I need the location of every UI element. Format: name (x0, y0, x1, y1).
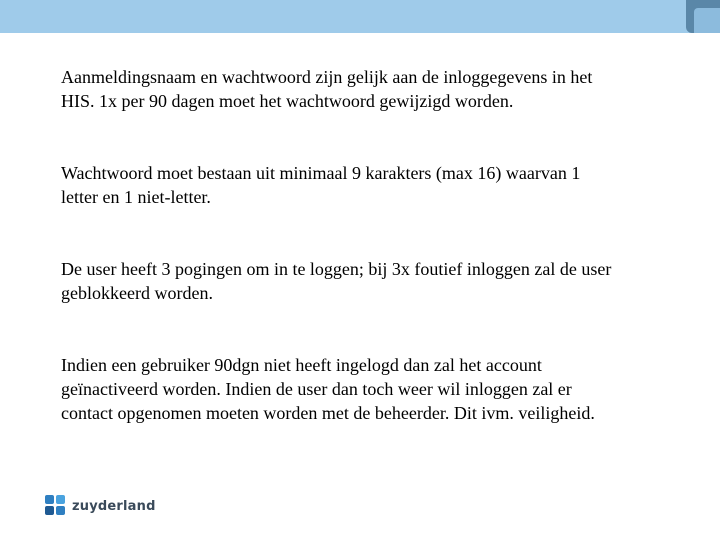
header-band (0, 0, 720, 33)
paragraph-inactivation: Indien een gebruiker 90dgn niet heeft ingelogd dan zal het account geïnactiveerd worden. Indien de user dan toch weer wil inloggen zal er contact opgenomen moeten worden met de beheerder. Dit ivm. veiligheid. (61, 355, 595, 423)
paragraph-credentials: Aanmeldingsnaam en wachtwoord zijn gelijk aan de inloggegevens in het HIS. 1x per 90 dagen moet het wachtwoord gewijzigd worden. (61, 67, 593, 111)
corner-tab-decoration (686, 0, 720, 33)
paragraph-password-rules: Wachtwoord moet bestaan uit minimaal 9 karakters (max 16) waarvan 1 letter en 1 niet-letter. (61, 163, 581, 207)
logo-text: zuyderland (72, 498, 156, 514)
zuyderland-logo (45, 494, 156, 518)
paragraph-login-attempts: De user heeft 3 pogingen om in te loggen; bij 3x foutief inloggen zal de user geblokkeerd worden. (61, 259, 612, 303)
zuyderland-logo-icon (45, 495, 67, 517)
